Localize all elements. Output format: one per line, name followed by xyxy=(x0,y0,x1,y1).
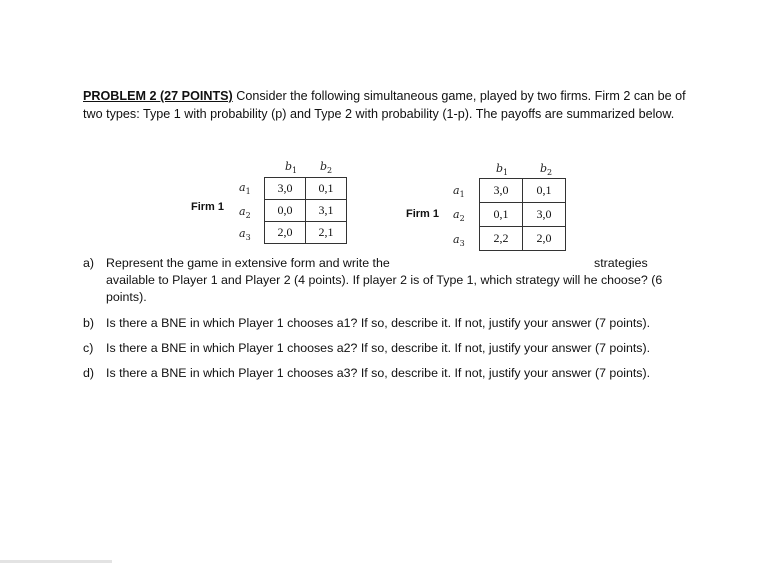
question-tag: d) xyxy=(83,366,95,380)
right-cell-a2-b1: 0,1 xyxy=(479,202,523,227)
right-cell-a1-b2: 0,1 xyxy=(522,178,566,203)
left-row-label-a3: $a_3$ xyxy=(239,227,251,243)
question-text: Is there a BNE in which Player 1 chooses a3? If so, describe it. If not, justify your answer (7 points). xyxy=(106,366,651,380)
question-a-line1: Represent the game in extensive form and write the xyxy=(106,256,390,270)
left-cell-a3-b2: 2,1 xyxy=(305,221,347,244)
left-firm-label: Firm 1 xyxy=(191,201,225,213)
question-a-line1-right: strategies xyxy=(594,256,648,270)
problem-heading: PROBLEM 2 (27 POINTS) xyxy=(83,89,233,103)
question-text: Is there a BNE in which Player 1 chooses a1? If so, describe it. If not, justify your answer (7 points). xyxy=(106,316,651,330)
problem-text: Consider the following simultaneous game, played by two firms. Firm 2 can be of two types: Type 1 with probability (p) and Type 2 with probability (1-p). The payoffs are summarized below. xyxy=(83,89,686,121)
right-row-label-a2: $a_2$ xyxy=(453,208,465,224)
question-tag: c) xyxy=(83,341,94,355)
left-cell-a3-b1: 2,0 xyxy=(264,221,306,244)
left-col-header-b2: $b_2$ xyxy=(320,160,333,176)
left-cell-a2-b2: 3,1 xyxy=(305,199,347,222)
left-cell-a1-b1: 3,0 xyxy=(264,177,306,200)
right-cell-a3-b2: 2,0 xyxy=(522,226,566,251)
right-cell-a1-b1: 3,0 xyxy=(479,178,523,203)
right-cell-a2-b2: 3,0 xyxy=(522,202,566,227)
question-a-rest: available to Player 1 and Player 2 (4 points). If player 2 is of Type 1, which strategy will he choose? (6 points). xyxy=(106,273,663,304)
right-cell-a3-b1: 2,2 xyxy=(479,226,523,251)
left-col-header-b1: $b_1$ xyxy=(285,160,298,176)
left-cell-a2-b1: 0,0 xyxy=(264,199,306,222)
left-row-label-a1: $a_1$ xyxy=(239,181,251,197)
right-col-header-b2: $b_2$ xyxy=(540,162,553,178)
question-tag: a) xyxy=(83,256,95,270)
question-tag: b) xyxy=(83,316,95,330)
question-a xyxy=(83,255,708,307)
right-row-label-a3: $a_3$ xyxy=(453,233,465,249)
left-row-label-a2: $a_2$ xyxy=(239,205,251,221)
right-firm-label: Firm 1 xyxy=(406,208,440,220)
question-text: Is there a BNE in which Player 1 chooses a2? If so, describe it. If not, justify your answer (7 points). xyxy=(106,341,651,355)
problem-intro xyxy=(83,87,708,123)
left-cell-a1-b2: 0,1 xyxy=(305,177,347,200)
right-row-label-a1: $a_1$ xyxy=(453,184,465,200)
right-col-header-b1: $b_1$ xyxy=(496,162,509,178)
